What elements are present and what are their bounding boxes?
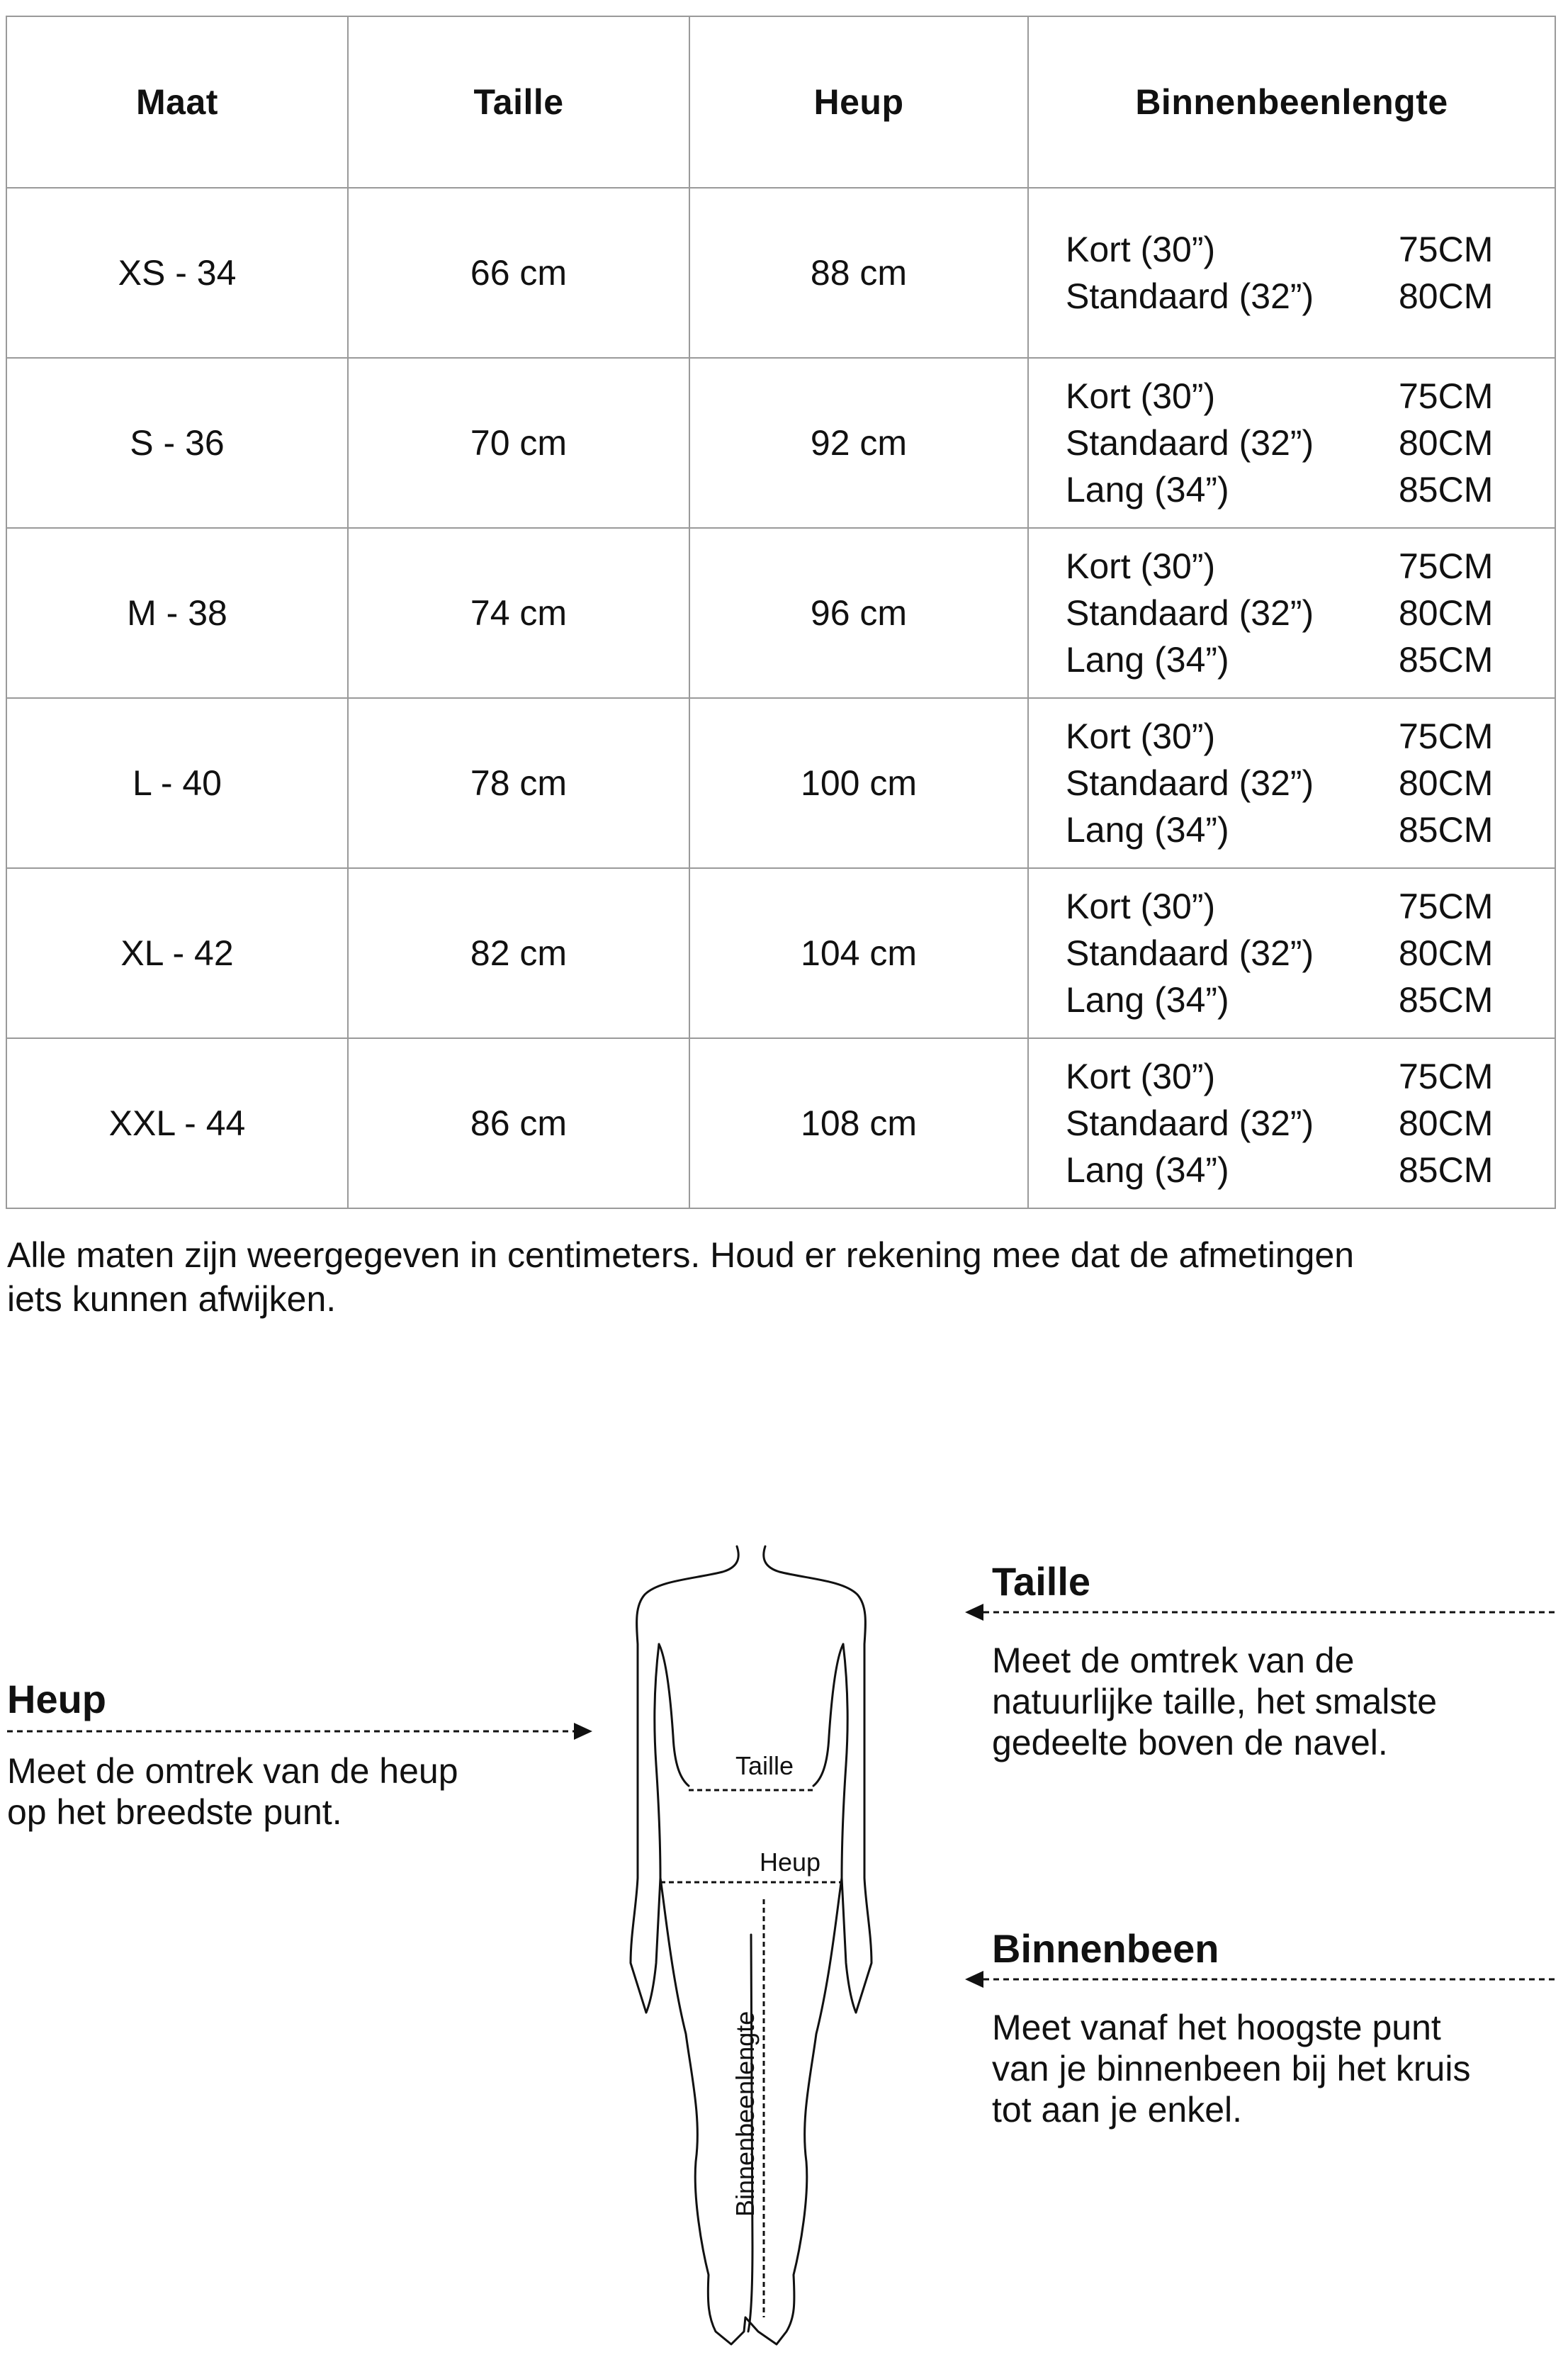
inseam-label: Lang (34”) bbox=[1066, 810, 1229, 850]
inseam-value: 75CM bbox=[1399, 376, 1494, 416]
cell-maat: XL - 42 bbox=[6, 868, 348, 1038]
guide-heup-line-1: Meet de omtrek van de heup bbox=[7, 1751, 458, 1791]
inseam-value: 75CM bbox=[1399, 887, 1494, 926]
inseam-value: 85CM bbox=[1399, 810, 1494, 850]
inseam-value: 85CM bbox=[1399, 980, 1494, 1020]
inseam-option bbox=[1066, 636, 1498, 683]
inseam-value: 85CM bbox=[1399, 1150, 1494, 1190]
header-heup: Heup bbox=[689, 16, 1028, 188]
inseam-option bbox=[1066, 590, 1498, 636]
cell-taille: 86 cm bbox=[348, 1038, 689, 1208]
inseam-option bbox=[1066, 1147, 1498, 1193]
table-row bbox=[6, 528, 1555, 698]
heup-pointer-arrow bbox=[7, 1721, 595, 1742]
inseam-value: 75CM bbox=[1399, 716, 1494, 756]
table-row bbox=[6, 1038, 1555, 1208]
cell-heup: 108 cm bbox=[689, 1038, 1028, 1208]
inseam-option bbox=[1066, 1053, 1498, 1100]
cell-heup: 92 cm bbox=[689, 358, 1028, 528]
guide-binnenbeen-title: Binnenbeen bbox=[992, 1926, 1219, 1971]
cell-binnenbeenlengte bbox=[1028, 1038, 1555, 1208]
figure-label-heup: Heup bbox=[760, 1848, 821, 1877]
cell-taille: 70 cm bbox=[348, 358, 689, 528]
inseam-option bbox=[1066, 806, 1498, 853]
header-taille: Taille bbox=[348, 16, 689, 188]
inseam-label: Standaard (32”) bbox=[1066, 763, 1314, 803]
guide-binnenbeen-line-3: tot aan je enkel. bbox=[992, 2090, 1243, 2130]
inseam-value: 80CM bbox=[1399, 423, 1494, 463]
inseam-value: 80CM bbox=[1399, 593, 1494, 633]
figure-label-taille: Taille bbox=[735, 1751, 794, 1780]
table-row bbox=[6, 188, 1555, 358]
inseam-option bbox=[1066, 713, 1498, 760]
guide-heup-title: Heup bbox=[7, 1677, 106, 1721]
cell-taille: 82 cm bbox=[348, 868, 689, 1038]
cell-taille: 78 cm bbox=[348, 698, 689, 868]
inseam-label: Standaard (32”) bbox=[1066, 423, 1314, 463]
inseam-option bbox=[1066, 273, 1498, 320]
figure-label-binnenbeenlengte: Binnenbeenlengte bbox=[731, 2010, 760, 2217]
guide-binnenbeen bbox=[992, 1926, 1559, 2130]
binnenbeen-pointer-arrow bbox=[965, 1969, 1560, 1990]
guide-heup bbox=[7, 1677, 588, 1833]
inseam-option bbox=[1066, 466, 1498, 513]
guide-taille-line-2: natuurlijke taille, het smalste bbox=[992, 1682, 1438, 1721]
cell-binnenbeenlengte bbox=[1028, 698, 1555, 868]
inseam-option bbox=[1066, 930, 1498, 977]
cell-binnenbeenlengte bbox=[1028, 358, 1555, 528]
inseam-option bbox=[1066, 760, 1498, 806]
taille-pointer-arrow bbox=[965, 1602, 1560, 1623]
inseam-option bbox=[1066, 373, 1498, 420]
guide-heup-line-2: op het breedste punt. bbox=[7, 1792, 342, 1832]
inseam-label: Kort (30”) bbox=[1066, 716, 1216, 756]
inseam-value: 75CM bbox=[1399, 546, 1494, 586]
inseam-label: Standaard (32”) bbox=[1066, 593, 1314, 633]
header-maat: Maat bbox=[6, 16, 348, 188]
inseam-value: 80CM bbox=[1399, 1103, 1494, 1143]
cell-binnenbeenlengte bbox=[1028, 868, 1555, 1038]
inseam-label: Kort (30”) bbox=[1066, 376, 1216, 416]
inseam-option bbox=[1066, 420, 1498, 466]
inseam-label: Standaard (32”) bbox=[1066, 933, 1314, 973]
inseam-label: Standaard (32”) bbox=[1066, 276, 1314, 316]
cell-binnenbeenlengte bbox=[1028, 528, 1555, 698]
guide-binnenbeen-line-1: Meet vanaf het hoogste punt bbox=[992, 2008, 1441, 2047]
table-row bbox=[6, 358, 1555, 528]
inseam-label: Standaard (32”) bbox=[1066, 1103, 1314, 1143]
header-binnenbeenlengte: Binnenbeenlengte bbox=[1028, 16, 1555, 188]
inseam-option bbox=[1066, 226, 1498, 273]
inseam-label: Lang (34”) bbox=[1066, 1150, 1229, 1190]
guide-taille-line-1: Meet de omtrek van de bbox=[992, 1641, 1355, 1680]
table-row bbox=[6, 868, 1555, 1038]
inseam-value: 80CM bbox=[1399, 933, 1494, 973]
inseam-label: Kort (30”) bbox=[1066, 546, 1216, 586]
inseam-value: 75CM bbox=[1399, 1057, 1494, 1096]
cell-taille: 66 cm bbox=[348, 188, 689, 358]
inseam-value: 80CM bbox=[1399, 276, 1494, 316]
inseam-label: Kort (30”) bbox=[1066, 887, 1216, 926]
cell-maat: XXL - 44 bbox=[6, 1038, 348, 1208]
guide-taille bbox=[992, 1559, 1559, 1763]
inseam-label: Lang (34”) bbox=[1066, 640, 1229, 680]
size-table bbox=[6, 16, 1556, 1209]
inseam-label: Kort (30”) bbox=[1066, 1057, 1216, 1096]
cell-heup: 96 cm bbox=[689, 528, 1028, 698]
cell-heup: 104 cm bbox=[689, 868, 1028, 1038]
inseam-option bbox=[1066, 883, 1498, 930]
inseam-value: 85CM bbox=[1399, 640, 1494, 680]
guide-binnenbeen-line-2: van je binnenbeen bij het kruis bbox=[992, 2049, 1471, 2088]
guide-taille-title: Taille bbox=[992, 1559, 1091, 1604]
cell-maat: L - 40 bbox=[6, 698, 348, 868]
inseam-option bbox=[1066, 977, 1498, 1023]
inseam-label: Kort (30”) bbox=[1066, 230, 1216, 269]
cell-maat: M - 38 bbox=[6, 528, 348, 698]
cell-maat: XS - 34 bbox=[6, 188, 348, 358]
cell-heup: 88 cm bbox=[689, 188, 1028, 358]
size-note: Alle maten zijn weergegeven in centimeters. Houd er rekening mee dat de afmetingen iets kunnen afwijken. bbox=[7, 1235, 1355, 1319]
inseam-value: 75CM bbox=[1399, 230, 1494, 269]
cell-heup: 100 cm bbox=[689, 698, 1028, 868]
cell-binnenbeenlengte bbox=[1028, 188, 1555, 358]
inseam-option bbox=[1066, 1100, 1498, 1147]
table-row bbox=[6, 698, 1555, 868]
cell-maat: S - 36 bbox=[6, 358, 348, 528]
inseam-value: 80CM bbox=[1399, 763, 1494, 803]
inseam-label: Lang (34”) bbox=[1066, 980, 1229, 1020]
inseam-option bbox=[1066, 543, 1498, 590]
table-header-row bbox=[6, 16, 1555, 188]
cell-taille: 74 cm bbox=[348, 528, 689, 698]
inseam-label: Lang (34”) bbox=[1066, 470, 1229, 510]
guide-taille-line-3: gedeelte boven de navel. bbox=[992, 1723, 1388, 1762]
inseam-value: 85CM bbox=[1399, 470, 1494, 510]
body-figure-illustration bbox=[609, 1538, 928, 2346]
